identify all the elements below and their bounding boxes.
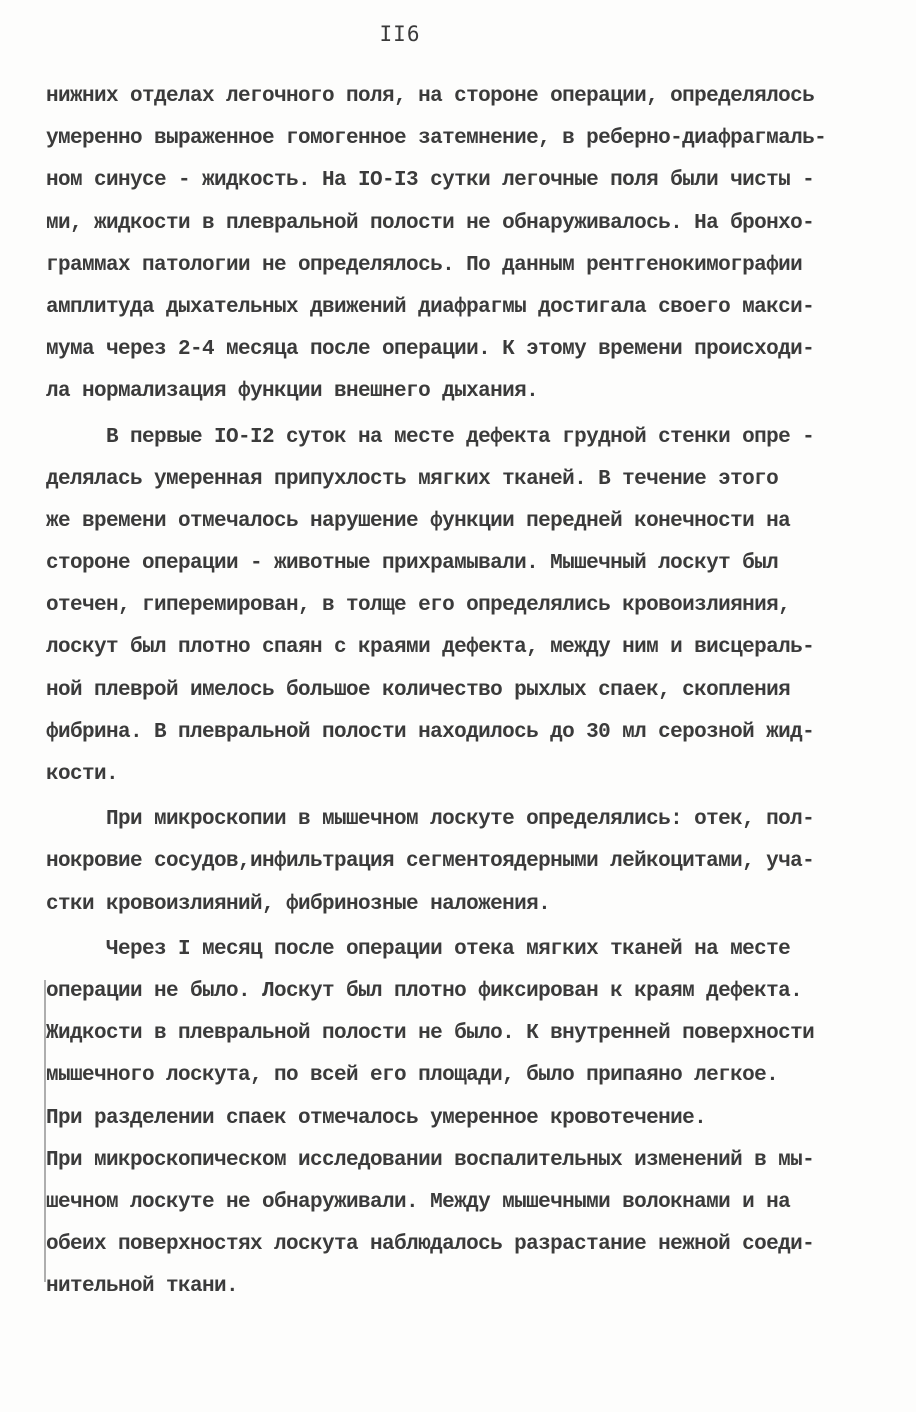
text-line: Жидкости в плевральной полости не было. К внутренней поверхности [46,1022,815,1046]
text-line: делялась умеренная припухлость мягких тканей. В течение этого [46,467,779,491]
text-line: При микроскопии в мышечном лоскуте определялись: отек, пол- [46,808,815,832]
paragraph-2 [46,417,876,797]
text-line: ной плеврой имелось большое количество рыхлых спаек, скопления [46,678,791,702]
text-line: ном синусе - жидкость. На IO-I3 сутки легочные поля были чисты - [46,169,815,193]
text-line: умеренно выраженное гомогенное затемнение, в реберно-диафрагмаль- [46,127,827,151]
text-line: мышечного лоскута, по всей его площади, было припаяно легкое. [46,1064,779,1088]
body-text [46,76,876,1308]
text-line: нижних отделах легочного поля, на стороне операции, определялось [46,85,815,108]
text-line: шечном лоскуте не обнаруживали. Между мышечными волокнами и на [46,1190,791,1214]
text-line: нокровие сосудов,инфильтрация сегментоядерными лейкоцитами, уча- [46,850,815,874]
text-line: фибрина. В плевральной полости находилось до 30 мл серозной жид- [46,720,815,744]
text-line: стки кровоизлияний, фибринозные наложения. [46,892,551,916]
paragraph-4 [46,929,876,1309]
paragraph-3 [46,799,876,926]
text-line: отечен, гиперемирован, в толще его определялись кровоизлияния, [46,594,791,618]
text-line: лоскут был плотно спаян с краями дефекта, между ним и висцераль- [46,636,815,660]
text-line: Через I месяц после операции отека мягких тканей на месте [46,937,791,961]
text-line: граммах патологии не определялось. По данным рентгенокимографии [46,253,803,277]
text-line: нительной ткани. [46,1275,239,1299]
paragraph-1 [46,76,876,414]
text-line: кости. [46,763,119,786]
page-number: II6 [379,22,421,46]
text-line: стороне операции - животные прихрамывали. Мышечный лоскут был [46,552,779,576]
text-line: мума через 2-4 месяца после операции. К этому времени происходи- [46,338,815,362]
text-line: операции не было. Лоскут был плотно фиксирован к краям дефекта. [46,979,803,1003]
text-line: В первые IO-I2 суток на месте дефекта грудной стенки опре - [46,425,815,449]
text-line: ла нормализация функции внешнего дыхания. [46,380,539,404]
text-line: обеих поверхностях лоскута наблюдалось разрастание нежной соеди- [46,1233,815,1257]
text-line: При микроскопическом исследовании воспалительных изменений в мы- [46,1148,815,1172]
text-line: При разделении спаек отмечалось умеренное кровотечение. [46,1106,707,1130]
text-line: амплитуда дыхательных движений диафрагмы достигала своего макси- [46,295,815,319]
text-line: ми, жидкости в плевральной полости не обнаруживалось. На бронхо- [46,211,815,235]
text-line: же времени отмечалось нарушение функции передней конечности на [46,509,791,533]
